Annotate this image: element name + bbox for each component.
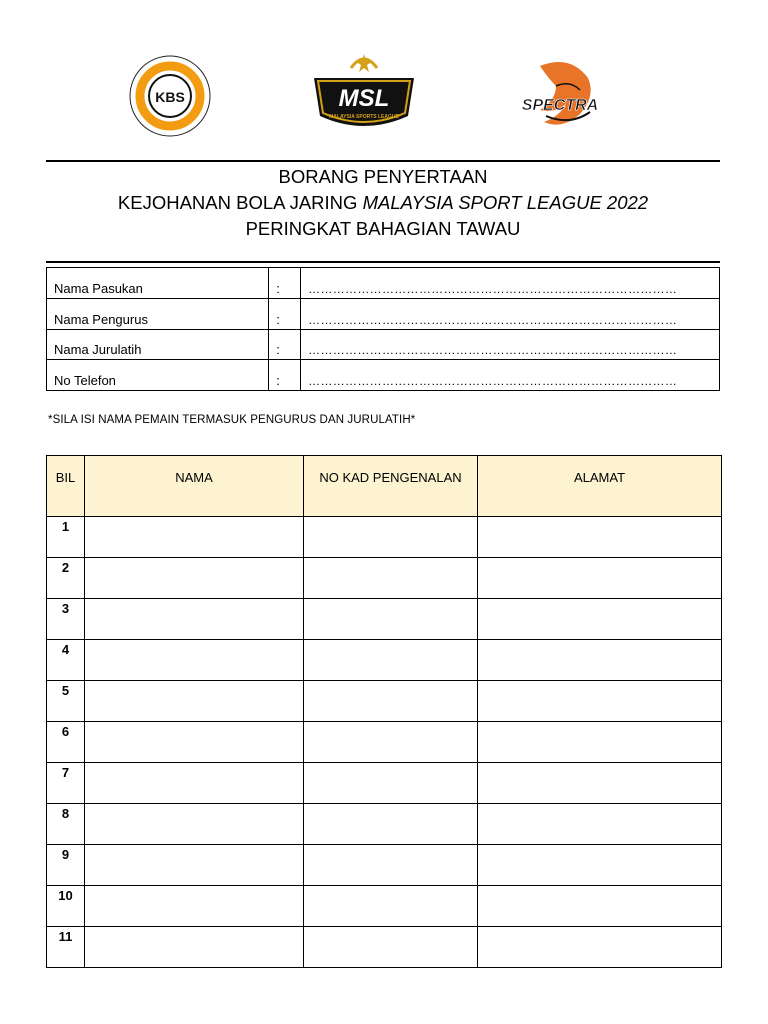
logo-bar: [0, 46, 768, 146]
player-rows: [47, 517, 722, 968]
team-name-row: [47, 268, 720, 299]
name-cell[interactable]: [85, 722, 304, 763]
address-cell[interactable]: [478, 763, 722, 804]
address-cell[interactable]: [478, 558, 722, 599]
player-table-header: [47, 456, 722, 517]
msl-logo-subtext: MALAYSIA SPORTS LEAGUE: [329, 114, 399, 120]
spectra-logo-text: SPECTRA: [521, 97, 599, 114]
phone-row: [47, 360, 720, 391]
ic-number-cell[interactable]: [304, 517, 478, 558]
table-row: [47, 558, 722, 599]
ic-number-cell[interactable]: [304, 640, 478, 681]
phone-field[interactable]: ………………………………………………………………………………: [301, 360, 720, 391]
field-label: Nama Jurulatih: [47, 329, 269, 360]
instruction-note: *SILA ISI NAMA PEMAIN TERMASUK PENGURUS DAN JURULATIH*: [48, 414, 416, 426]
name-cell[interactable]: [85, 927, 304, 968]
address-cell[interactable]: [478, 517, 722, 558]
ic-number-cell[interactable]: [304, 763, 478, 804]
header-no-kad: NO KAD PENGENALAN: [304, 456, 478, 517]
manager-name-row: [47, 298, 720, 329]
ic-number-cell[interactable]: [304, 886, 478, 927]
ic-number-cell[interactable]: [304, 804, 478, 845]
table-row: [47, 804, 722, 845]
division-title: PERINGKAT BAHAGIAN TAWAU: [245, 218, 521, 239]
row-number: 3: [47, 599, 85, 640]
name-cell[interactable]: [85, 599, 304, 640]
field-colon: :: [269, 360, 301, 391]
team-name-field[interactable]: ………………………………………………………………………………: [301, 268, 720, 299]
field-colon: :: [269, 329, 301, 360]
ic-number-cell[interactable]: [304, 558, 478, 599]
name-cell[interactable]: [85, 763, 304, 804]
msl-logo-text: MSL: [338, 85, 390, 112]
address-cell[interactable]: [478, 886, 722, 927]
bottom-rule: [46, 261, 720, 263]
address-cell[interactable]: [478, 845, 722, 886]
name-cell[interactable]: [85, 804, 304, 845]
row-number: 4: [47, 640, 85, 681]
kbs-logo-text: KBS: [155, 89, 185, 105]
coach-name-field[interactable]: ………………………………………………………………………………: [301, 329, 720, 360]
table-row: [47, 927, 722, 968]
address-cell[interactable]: [478, 681, 722, 722]
address-cell[interactable]: [478, 599, 722, 640]
name-cell[interactable]: [85, 640, 304, 681]
row-number: 2: [47, 558, 85, 599]
field-label: No Telefon: [47, 360, 269, 391]
row-number: 5: [47, 681, 85, 722]
name-cell[interactable]: [85, 517, 304, 558]
name-cell[interactable]: [85, 558, 304, 599]
row-number: 7: [47, 763, 85, 804]
ic-number-cell[interactable]: [304, 927, 478, 968]
address-cell[interactable]: [478, 640, 722, 681]
form-title: BORANG PENYERTAAN: [278, 166, 488, 187]
address-cell[interactable]: [478, 722, 722, 763]
table-row: [47, 722, 722, 763]
name-cell[interactable]: [85, 886, 304, 927]
top-rule: [46, 160, 720, 162]
ic-number-cell[interactable]: [304, 599, 478, 640]
table-row: [47, 763, 722, 804]
tournament-title-italic: MALAYSIA SPORT LEAGUE 2022: [362, 192, 649, 213]
ic-number-cell[interactable]: [304, 722, 478, 763]
row-number: 8: [47, 804, 85, 845]
kbs-logo: [120, 52, 220, 140]
address-cell[interactable]: [478, 804, 722, 845]
tournament-title: [46, 190, 720, 216]
row-number: 11: [47, 927, 85, 968]
address-cell[interactable]: [478, 927, 722, 968]
ic-number-cell[interactable]: [304, 681, 478, 722]
row-number: 1: [47, 517, 85, 558]
field-label: Nama Pengurus: [47, 298, 269, 329]
form-heading: [46, 164, 720, 242]
name-cell[interactable]: [85, 845, 304, 886]
ic-number-cell[interactable]: [304, 845, 478, 886]
field-colon: :: [269, 298, 301, 329]
msl-logo: [296, 46, 432, 142]
tournament-title-prefix: KEJOHANAN BOLA JARING: [117, 192, 363, 213]
table-row: [47, 681, 722, 722]
field-colon: :: [269, 268, 301, 299]
header-nama: NAMA: [85, 456, 304, 517]
table-row: [47, 599, 722, 640]
row-number: 9: [47, 845, 85, 886]
table-row: [47, 886, 722, 927]
name-cell[interactable]: [85, 681, 304, 722]
coach-name-row: [47, 329, 720, 360]
field-label: Nama Pasukan: [47, 268, 269, 299]
table-row: [47, 517, 722, 558]
table-row: [47, 845, 722, 886]
header-bil: BIL: [47, 456, 85, 517]
player-table: [46, 455, 722, 968]
spectra-logo: [500, 56, 630, 136]
team-info-table: [46, 267, 720, 391]
row-number: 6: [47, 722, 85, 763]
manager-name-field[interactable]: ………………………………………………………………………………: [301, 298, 720, 329]
row-number: 10: [47, 886, 85, 927]
table-row: [47, 640, 722, 681]
header-alamat: ALAMAT: [478, 456, 722, 517]
